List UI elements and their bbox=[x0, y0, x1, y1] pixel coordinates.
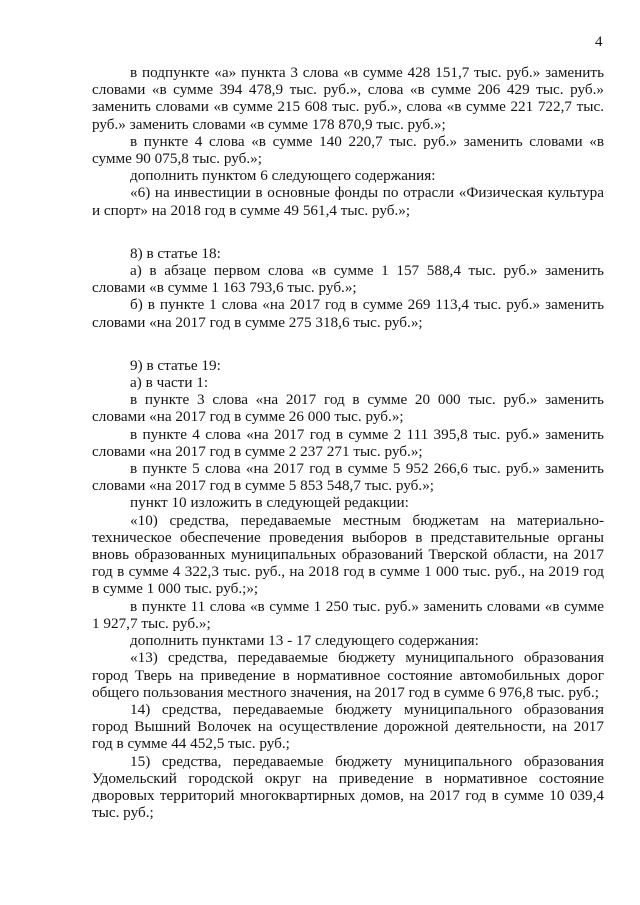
paragraph-article-18-b: б) в пункте 1 слова «на 2017 год в сумме 269 113,4 тыс. руб.» заменить словами «на 2017 год в сумме 275 318,6 тыс. руб.»; bbox=[92, 296, 604, 331]
paragraph-add-item-6: дополнить пунктом 6 следующего содержания: bbox=[130, 167, 436, 185]
paragraph-item-4: в пункте 4 слова «в сумме 140 220,7 тыс. руб.» заменить словами «в сумме 90 075,8 тыс. руб.»; bbox=[92, 132, 604, 168]
paragraph-article-19-item-4: в пункте 4 слова «на 2017 год в сумме 2 111 395,8 тыс. руб.» заменить словами «на 2017 год в сумме 2 237 271 тыс. руб.»; bbox=[92, 425, 604, 460]
paragraph-article-18-a: а) в абзаце первом слова «в сумме 1 157 588,4 тыс. руб.» заменить словами «в сумме 1 163 793,6 тыс. руб.»; bbox=[92, 262, 604, 297]
paragraph-article-19-item-3: в пункте 3 слова «на 2017 год в сумме 20 000 тыс. руб.» заменить словами «на 2017 год в сумме 26 000 тыс. руб.»; bbox=[92, 391, 604, 426]
page-number: 4 bbox=[595, 34, 603, 50]
document-body bbox=[92, 64, 604, 821]
paragraph-subpoint-a-item-3: в подпункте «а» пункта 3 слова «в сумме 428 151,7 тыс. руб.» заменить словами «в сумме 394 478,9 тыс. руб.», слова «в сумме 206 429 тыс. руб.» заменить словами «в сумме 215 608 тыс. руб.», слова «в сумме 221 722,7 тыс. руб.» заменить словами «в сумме 178 870,9 тыс. руб.»; bbox=[92, 64, 604, 133]
paragraph-add-items-13-17: дополнить пунктами 13 - 17 следующего содержания: bbox=[130, 632, 479, 650]
paragraph-item-15-text: 15) средства, передаваемые бюджету муниципального образования Удомельский городской округ на приведение в нормативное состояние дворовых территорий многоквартирных домов, на 2017 год в сумме 10 039,4 тыс. руб.; bbox=[92, 752, 604, 822]
paragraph-article-19-item-10: пункт 10 изложить в следующей редакции: bbox=[130, 494, 409, 512]
paragraph-article-18: 8) в статье 18: bbox=[130, 244, 221, 262]
spacer bbox=[92, 219, 604, 245]
paragraph-item-14-text: 14) средства, передаваемые бюджету муниципального образования город Вышний Волочек на осуществление дорожной деятельности, на 2017 год в сумме 44 452,5 тыс. руб.; bbox=[92, 700, 604, 753]
paragraph-item-13-text: «13) средства, передаваемые бюджету муниципального образования город Тверь на приведение в нормативное состояние автомобильных дорог общего пользования местного значения, на 2017 год в сумме 6 976,8 тыс. руб.; bbox=[92, 649, 604, 701]
paragraph-article-19-item-5: в пункте 5 слова «на 2017 год в сумме 5 952 266,6 тыс. руб.» заменить словами «на 2017 год в сумме 5 853 548,7 тыс. руб.»; bbox=[92, 460, 604, 495]
paragraph-article-19: 9) в статье 19: bbox=[130, 356, 221, 374]
paragraph-article-19-item-10-text: «10) средства, передаваемые местным бюджетам на материально-техническое обеспечение проведения выборов в представительные органы вновь образованных муниципальных образований Тверской области, на 2017 год в сумме 4 322,3 тыс. руб., на 2018 год в сумме 1 000 тыс. руб., на 2019 год в сумме 1 000 тыс. руб.;»; bbox=[92, 511, 604, 598]
paragraph-item-6-text: «6) на инвестиции в основные фонды по отрасли «Физическая культура и спорт» на 2018 год в сумме 49 561,4 тыс. руб.»; bbox=[92, 184, 604, 219]
spacer bbox=[92, 331, 604, 357]
paragraph-article-19-part-1: а) в части 1: bbox=[130, 374, 209, 392]
paragraph-article-19-item-11: в пункте 11 слова «в сумме 1 250 тыс. руб.» заменить словами «в сумме 1 927,7 тыс. руб.»; bbox=[92, 597, 604, 632]
